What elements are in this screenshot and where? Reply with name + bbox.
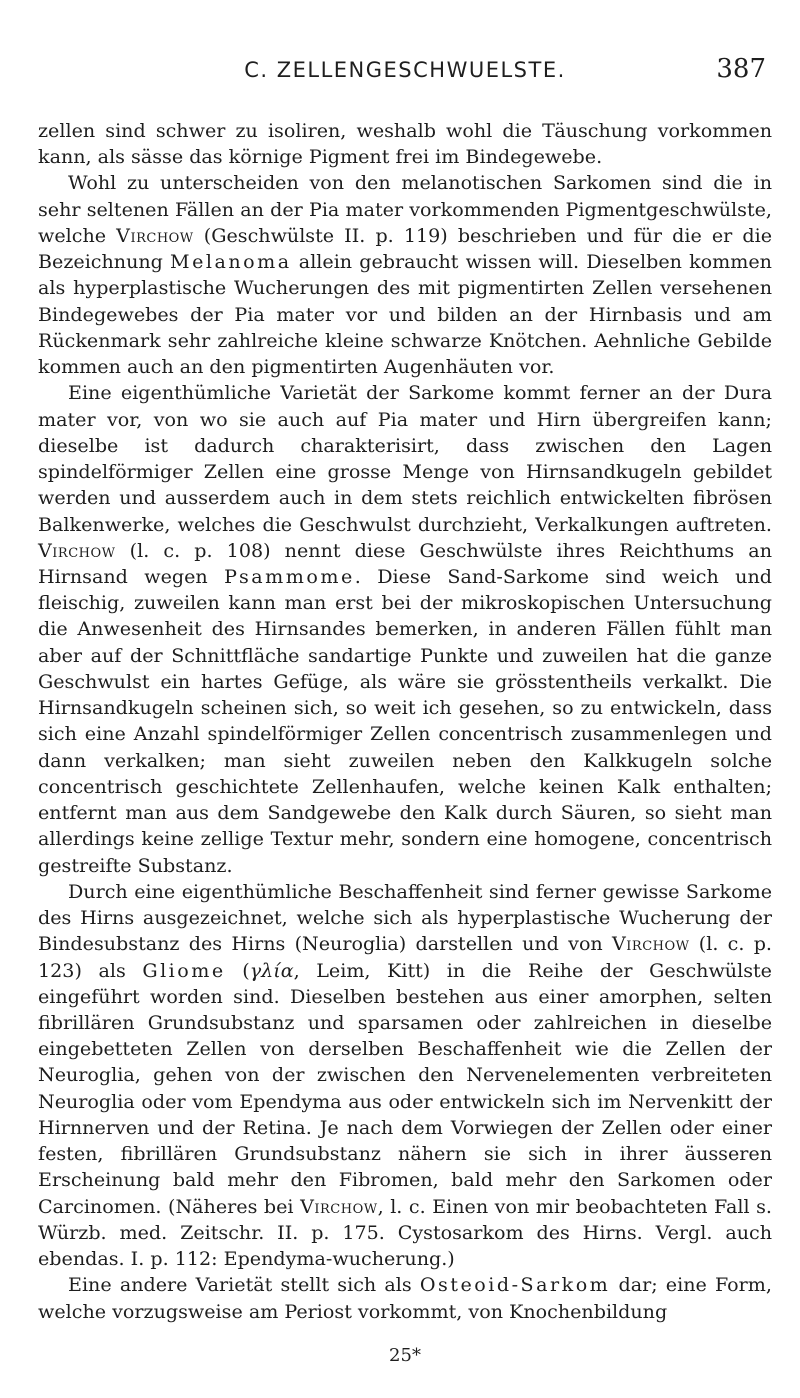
book-page: [38, 52, 772, 1372]
printer-signature: 25*: [389, 1345, 421, 1366]
text-run: , Leim, Kitt) in die Reihe der Geschwülste eingeführt worden sind. Dieselben bestehen aus einer amorphen, selten fibrillären Grundsubstanz und sparsamen oder zahlreichen in dieselbe eingebetteten Zellen von derselben Beschaffenheit wie die Zellen der Neuroglia, gehen von der zwischen den Nervenelementen verbreiteten Neuroglia oder vom Ependyma aus oder entwickeln sich im Nervenkitt der Hirnnerven und der Retina. Je nach dem Vorwiegen der Zellen oder einer festen, fibrillären Grundsubstanz nähern sie sich in ihrer äusseren Erscheinung bald mehr den Fibromen, bald mehr den Sarkomen oder Carcinomen. (Näheres bei: [38, 958, 772, 1218]
paragraph: [38, 1272, 772, 1324]
text-run: . Diese Sand-Sarkome sind weich und fleischig, zuweilen kann man erst bei der mikroskopischen Untersuchung die Anwesenheit des Hirnsandes bemerken, in anderen Fällen fühlt man aber auf der Schnittfläche sandartige Punkte und zuweilen hat die ganze Geschwulst ein hartes Gefüge, als wäre sie grösstentheils verkalkt. Die Hirnsandkugeln scheinen sich, so weit ich gesehen, so zu entwickeln, dass sich eine Anzahl spindelförmiger Zellen concentrisch zusammenlegen und dann verkalken; man sieht zuweilen neben den Kalkkugeln solche concentrisch geschichtete Zellenhaufen, welche keinen Kalk enthalten; entfernt man aus dem Sandgewebe den Kalk durch Säuren, so sieht man allerdings keine zellige Textur mehr, sondern eine homogene, concentrisch gestreifte Substanz.: [38, 564, 772, 877]
greek-term: γλία: [249, 958, 294, 982]
running-head: C. ZELLENGESCHWUELSTE.: [244, 58, 566, 82]
text-run: (l. c. p. 108) nennt diese Geschwülste ihres Reichthums an Hirnsand wegen: [38, 538, 772, 588]
text-run: zellen sind schwer zu isoliren, weshalb wohl die Täuschung vorkommen kann, als sässe das körnige Pigment frei im Bindegewebe.: [38, 119, 772, 169]
text-run: , l. c. Einen von mir beobachteten Fall s. Würzb. med. Zeitschr. II. p. 175. Cystosarkom des Hirns. Vergl. auch ebendas. I. p. 112: Ependyma-wucherung.): [38, 1194, 772, 1271]
text-run: allein gebraucht wissen will. Dieselben kommen als hyperplastische Wucherungen des mit pigmentirten Zellen versehenen Bindegewebes der Pia mater vor und bilden an der Hirnbasis und am Rückenmark sehr zahlreiche kleine schwarze Knötchen. Aehnliche Gebilde kommen auch an den pigmentirten Augenhäuten vor.: [38, 250, 772, 379]
body-text: [38, 118, 772, 1325]
paragraph: [38, 118, 772, 170]
paragraph: [38, 170, 772, 380]
text-run: (l. c. p. 123) als: [38, 932, 772, 982]
text-run: Eine andere Varietät stellt sich als: [68, 1273, 420, 1297]
text-run: Wohl zu unterscheiden von den melanotischen Sarkomen sind die in sehr seltenen Fällen an der Pia mater vorkommenden Pigmentgeschwülste, welche: [38, 171, 772, 247]
paragraph: [38, 380, 772, 878]
text-run: (: [225, 958, 250, 982]
spaced-term: Psammome: [224, 564, 355, 588]
author-name: Virchow: [38, 538, 116, 562]
page-number: 387: [716, 54, 766, 84]
text-run: Durch eine eigenthümliche Beschaffenheit sind ferner gewisse Sarkome des Hirns ausgezeichnet, welche sich als hyperplastische Wucherung der Bindesubstanz des Hirns (Neuroglia) darstellen und von: [38, 879, 772, 956]
text-run: dar; eine Form, welche vorzugsweise am Periost vorkommt, von Knochenbildung: [38, 1273, 772, 1323]
page-header: [38, 52, 772, 92]
text-run: (Geschwülste II. p. 119) beschrieben und für die er die Bezeichnung: [38, 223, 772, 274]
paragraph: [38, 879, 772, 1273]
spaced-term: Gliome: [142, 958, 226, 982]
spaced-term: Osteoid-Sarkom: [419, 1273, 611, 1297]
author-name: Virchow: [300, 1194, 378, 1218]
author-name: Virchow: [612, 932, 690, 956]
spaced-term: Melanoma: [170, 250, 292, 274]
author-name: Virchow: [116, 223, 194, 247]
text-run: Eine eigenthümliche Varietät der Sarkome kommt ferner an der Dura mater vor, von wo sie auch auf Pia mater und Hirn übergreifen kann; dieselbe ist dadurch charakterisirt, dass zwischen den Lagen spindelförmiger Zellen eine grosse Menge von Hirnsandkugeln gebildet werden und ausserdem auch in dem stets reichlich entwickelten fibrösen Balkenwerke, welches die Geschwulst durchzieht, Verkalkungen auftreten.: [38, 381, 772, 536]
